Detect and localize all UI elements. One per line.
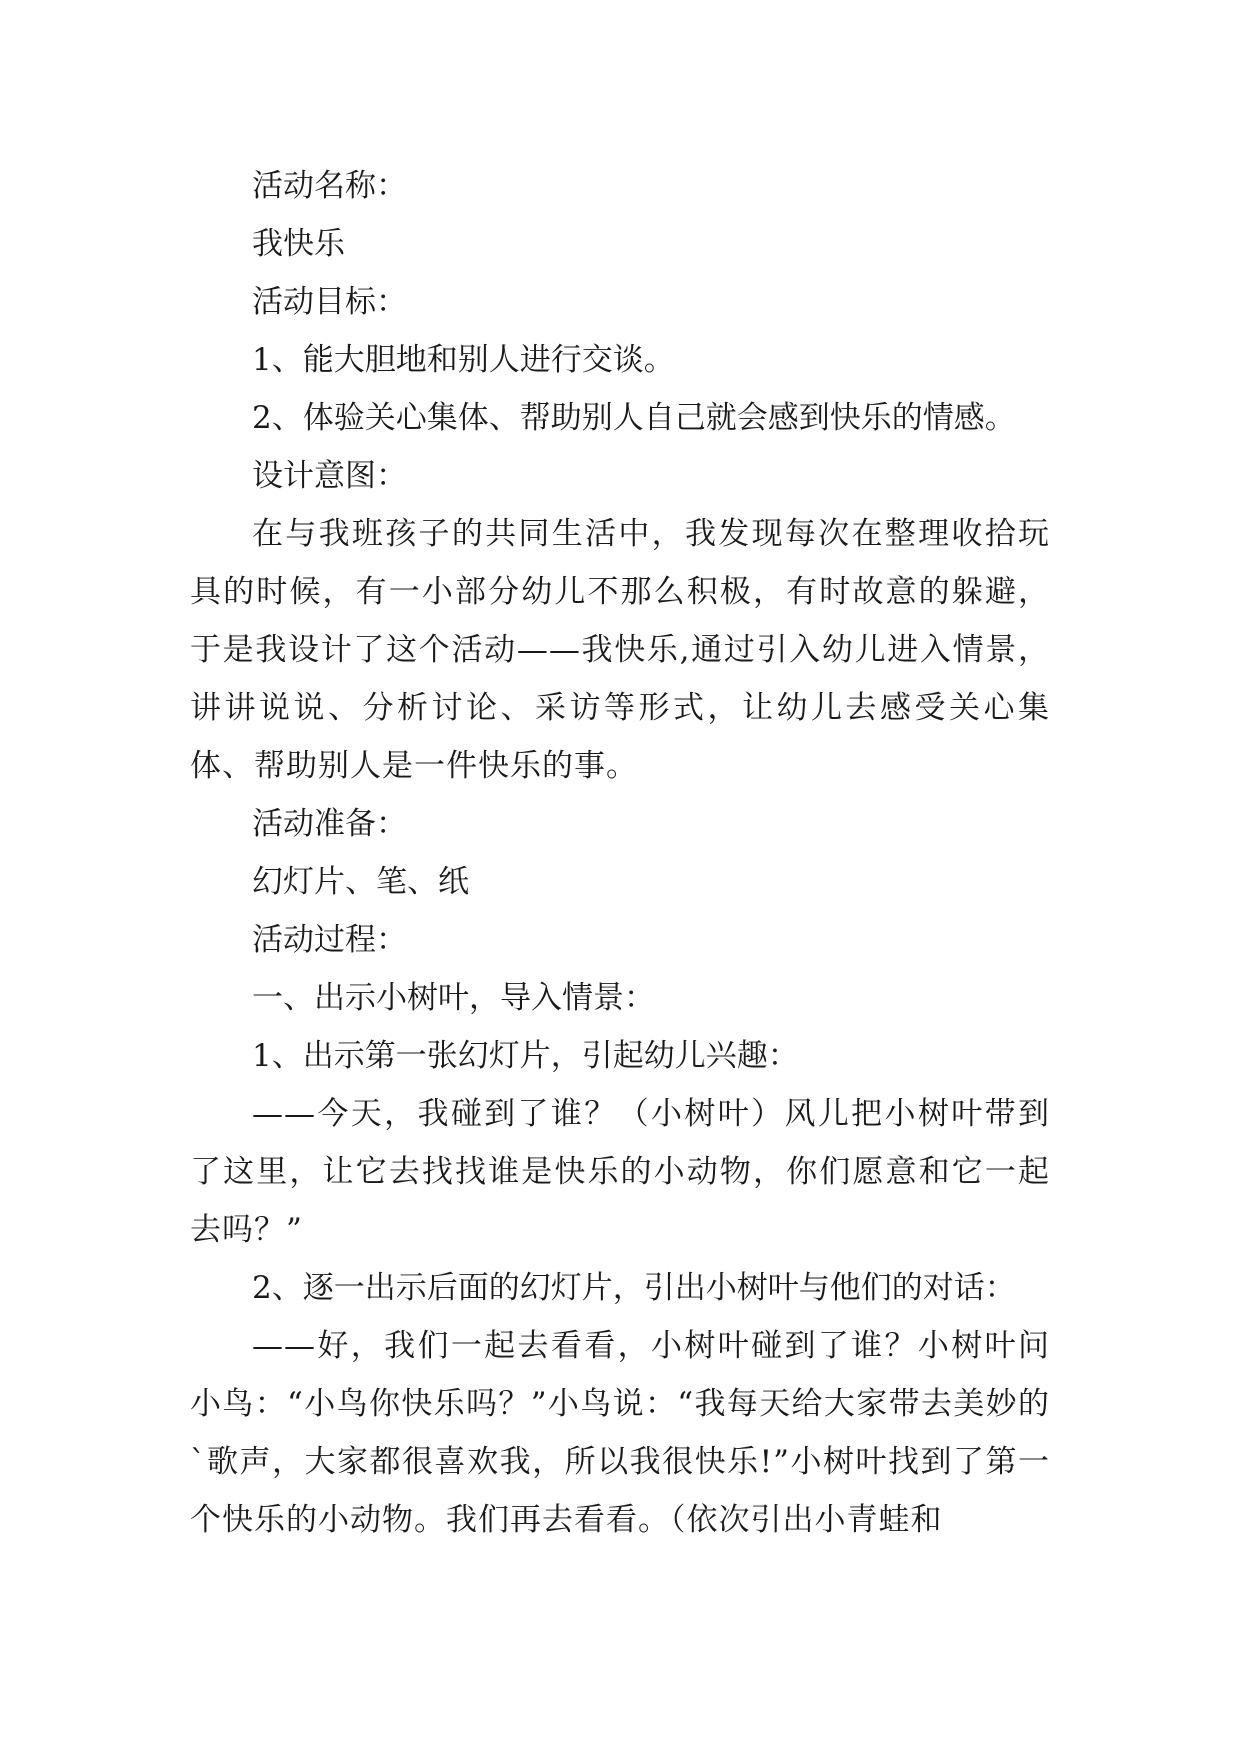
goals-label: 活动目标： xyxy=(252,284,407,320)
prep-text: 幻灯片、笔、纸 xyxy=(252,864,469,900)
prep-label: 活动准备： xyxy=(252,806,407,842)
step-1-2-paragraph: ——好，我们一起去看看，小树叶碰到了谁？小树叶问小鸟：“小鸟你快乐吗？”小鸟说：“我每天给大家带去美妙的`歌声，大家都很喜欢我，所以我很快乐!”小树叶找到了第一个快乐的小动物。我们再去看看。（依次引出小青蛙和 xyxy=(190,1328,1050,1538)
design-paragraph: 在与我班孩子的共同生活中，我发现每次在整理收拾玩具的时候，有一小部分幼儿不那么积极，有时故意的躲避，于是我设计了这个活动——我快乐,通过引入幼儿进入情景，讲讲说说、分析讨论、采访等形式，让幼儿去感受关心集体、帮助别人是一件快乐的事。 xyxy=(190,516,1050,784)
goal-item-2: 2、体验关心集体、帮助别人自己就会感到快乐的情感。 xyxy=(252,400,1016,436)
process-label: 活动过程： xyxy=(252,922,407,958)
activity-name-label: 活动名称： xyxy=(252,168,407,204)
activity-name: 我快乐 xyxy=(252,226,345,262)
document-body xyxy=(190,157,1050,1549)
step-1-2-title: 2、逐一出示后面的幻灯片，引出小树叶与他们的对话： xyxy=(252,1270,1016,1306)
goal-item-1: 1、能大胆地和别人进行交谈。 xyxy=(252,342,675,378)
step-1-1-paragraph: ——今天，我碰到了谁？（小树叶）风儿把小树叶带到了这里，让它去找找谁是快乐的小动物，你们愿意和它一起去吗？” xyxy=(190,1096,1050,1248)
step-1-1-title: 1、出示第一张幻灯片，引起幼儿兴趣： xyxy=(252,1038,799,1074)
design-label: 设计意图： xyxy=(252,458,407,494)
step-1-title: 一、出示小树叶，导入情景： xyxy=(252,980,655,1016)
